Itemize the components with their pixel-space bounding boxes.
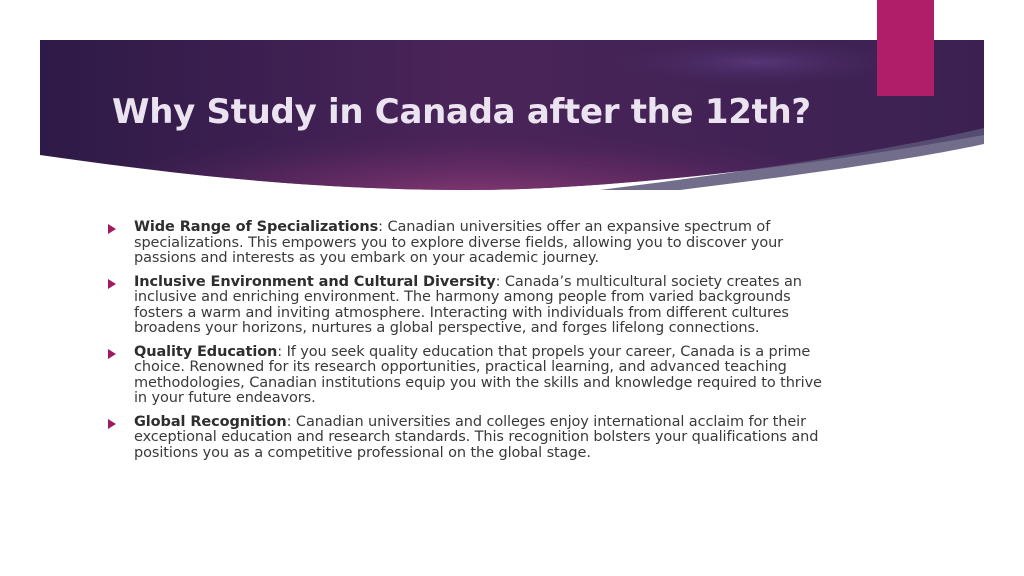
bullet-heading: Inclusive Environment and Cultural Diversity bbox=[134, 273, 496, 290]
bullet-heading: Quality Education bbox=[134, 343, 278, 360]
triangle-bullet-icon bbox=[108, 279, 116, 289]
bullet-item bbox=[106, 220, 836, 267]
accent-tab bbox=[877, 0, 934, 96]
bullet-body: : Canada’s multicultural society creates an inclusive and enriching environment. The harmony among people from varied backgrounds fosters a warm and inviting atmosphere. Interacting with individuals from different cultures broadens your horizons, nurtures a global perspective, and forges lifelong connections. bbox=[134, 273, 802, 336]
bullet-text bbox=[134, 415, 836, 462]
bullet-text bbox=[134, 275, 836, 337]
triangle-bullet-icon bbox=[108, 349, 116, 359]
bullet-text bbox=[134, 220, 836, 267]
bullet-item bbox=[106, 345, 836, 407]
bullet-text bbox=[134, 345, 836, 407]
triangle-bullet-icon bbox=[108, 224, 116, 234]
bullet-body: : If you seek quality education that propels your career, Canada is a prime choice. Renowned for its research opportunities, practical learning, and advanced teaching methodologies, Canadian institutions equip you with the skills and knowledge required to thrive in your future endeavors. bbox=[134, 343, 822, 406]
slide-title: Why Study in Canada after the 12th? bbox=[112, 92, 811, 132]
bullet-heading: Wide Range of Specializations bbox=[134, 219, 379, 235]
bullet-body: : Canadian universities and colleges enjoy international acclaim for their exceptional education and research standards. This recognition bolsters your qualifications and positions you as a competitive professional on the global stage. bbox=[134, 413, 819, 461]
bullet-list bbox=[106, 220, 836, 469]
bullet-body: : Canadian universities offer an expansive spectrum of specializations. This empowers you to explore diverse fields, allowing you to discover your passions and interests as you embark on your academic journey. bbox=[134, 219, 784, 266]
bullet-item bbox=[106, 415, 836, 462]
bullet-heading: Global Recognition bbox=[134, 413, 287, 430]
bullet-item bbox=[106, 275, 836, 337]
triangle-bullet-icon bbox=[108, 419, 116, 429]
